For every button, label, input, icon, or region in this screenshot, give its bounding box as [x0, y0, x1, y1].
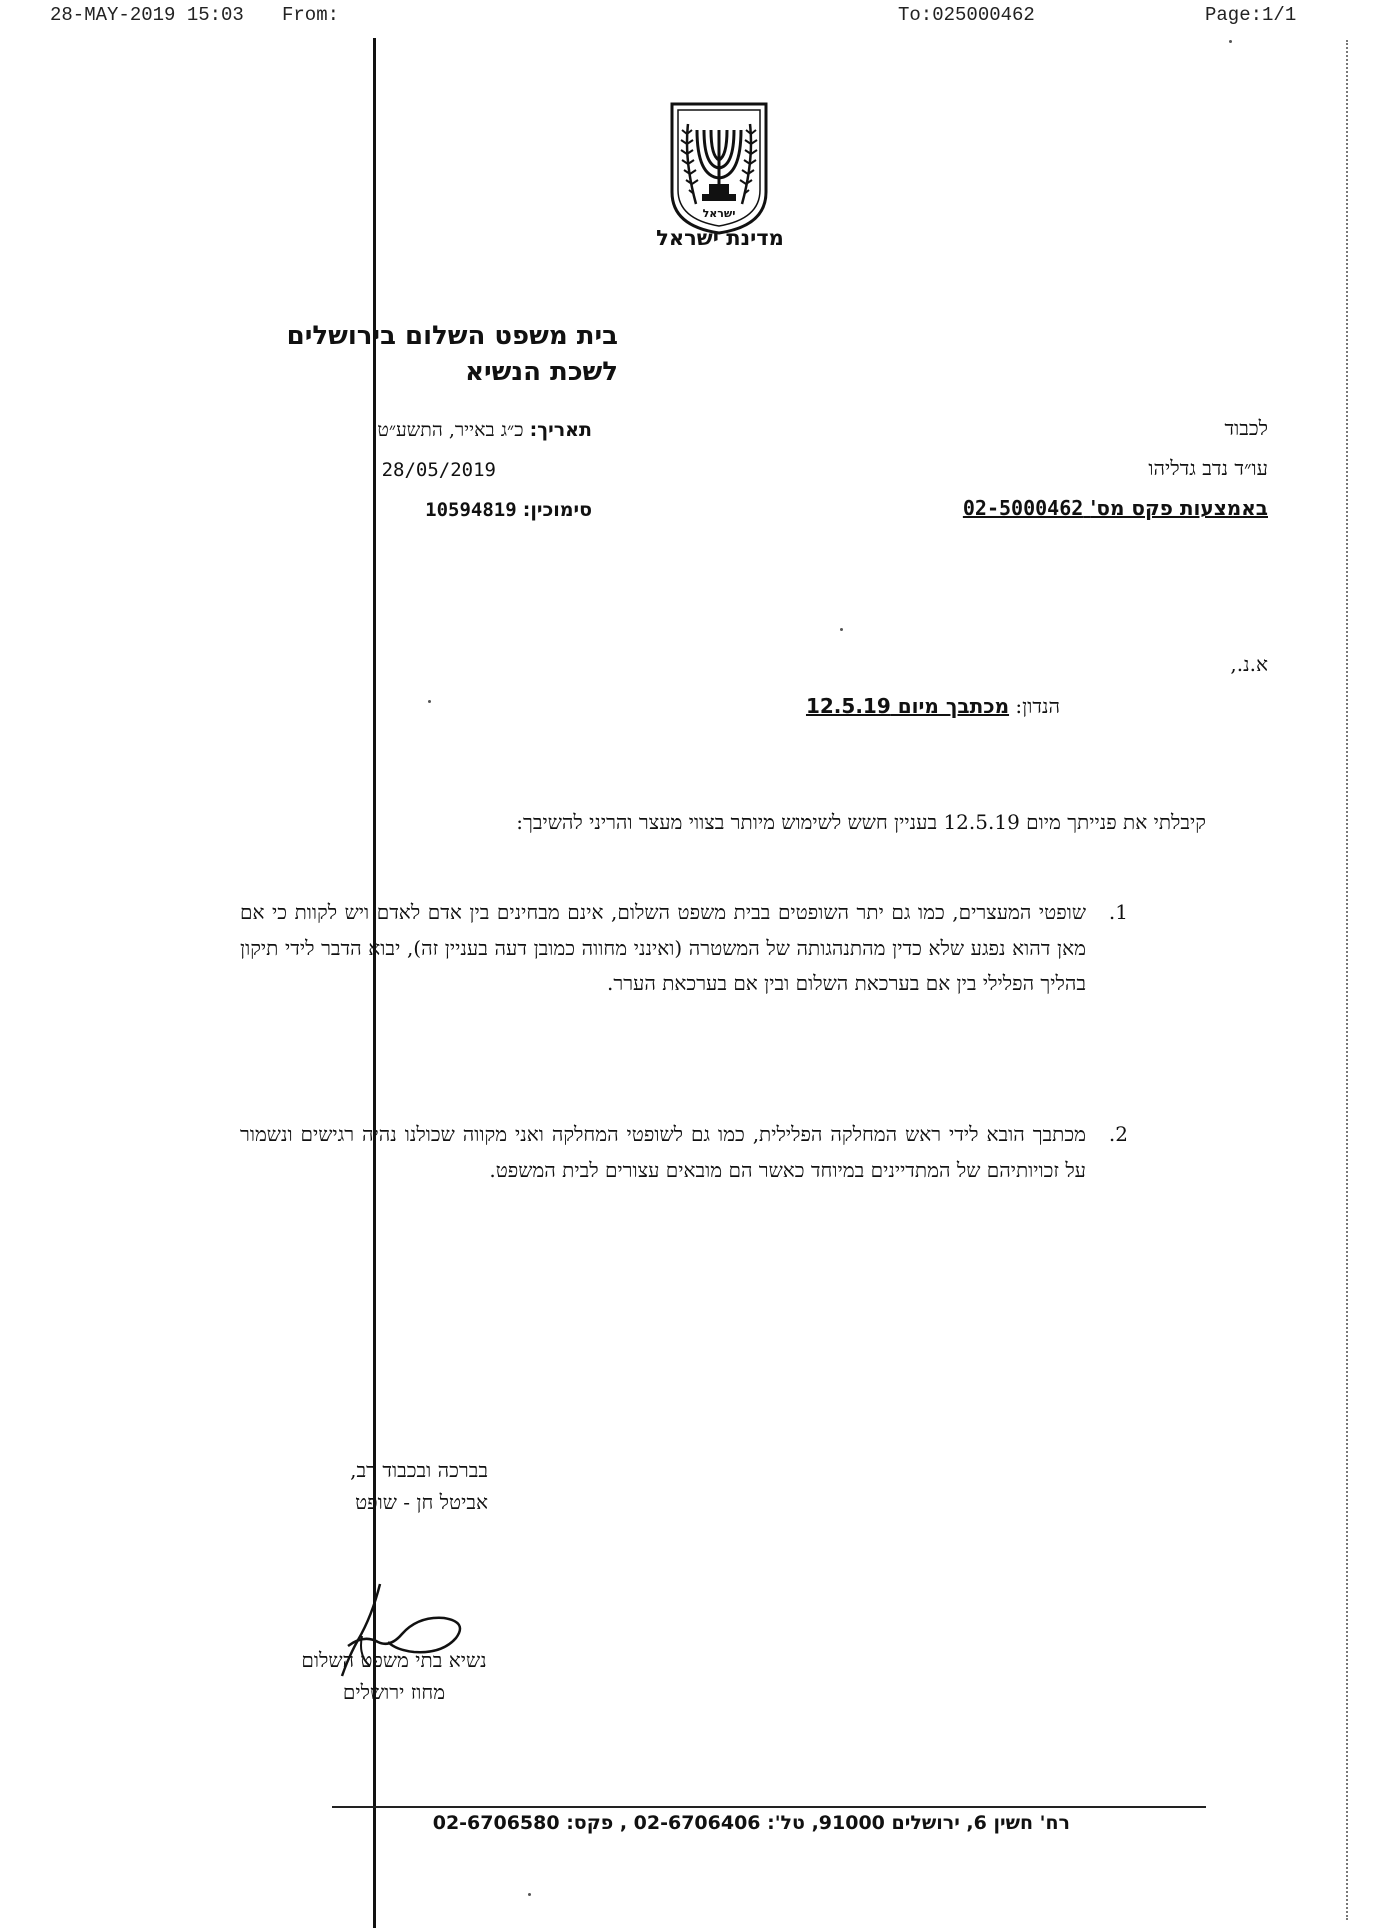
scan-speck — [1229, 40, 1232, 43]
greeting: א.נ., — [1230, 652, 1268, 676]
gregorian-date-row — [280, 450, 592, 490]
recipient-salutation: לכבוד — [1224, 416, 1268, 440]
letter-meta — [280, 410, 592, 530]
state-emblem-icon — [666, 100, 772, 236]
gregorian-date: 28/05/2019 — [381, 459, 496, 481]
fax-to: To:025000462 — [898, 4, 1035, 26]
scan-speck — [528, 1893, 531, 1896]
body-item — [240, 1117, 1128, 1188]
recipient-fax-line — [900, 488, 1268, 528]
reference-label: סימוכין: — [522, 499, 592, 521]
closing-block — [250, 1454, 488, 1518]
subject-label: הנדון: — [1015, 694, 1060, 718]
fax-transmission-header — [0, 4, 1400, 30]
body-intro: קיבלתי את פנייתך מיום 12.5.19 בעניין חשש לשימוש מיותר בצווי מעצר והריני להשיבך: — [516, 810, 1206, 834]
court-name: בית משפט השלום בירושלים — [286, 321, 618, 351]
court-letterhead — [230, 318, 618, 390]
signer-title-line-2: מחוז ירושלים — [342, 1680, 446, 1704]
date-label: תאריך: — [529, 419, 592, 441]
fax-datetime: 28-MAY-2019 15:03 — [50, 4, 244, 26]
emblem-caption: ישראל — [702, 207, 736, 220]
subject-value: מכתבך מיום 12.5.19 — [805, 694, 1010, 718]
hebrew-date: כ״ג באייר, התשע״ט — [377, 419, 524, 441]
item-text: שופטי המעצרים, כמו גם יתר השופטים בבית משפט השלום, אינם מבחינים בין אדם לאדם ויש לקוות כי אם מאן דהוא נפגע שלא כדין מהתנהגותה של המשטרה (ואינני מחווה כמובן דעה בעניין זה), יבוא הדבר לידי תיקון בהליך הפלילי בין אם בערכאת השלום ובין אם בערכאת הערר. — [240, 900, 1086, 995]
subject-line — [680, 694, 1060, 719]
right-edge-dotted-line — [1346, 40, 1348, 1920]
signer-title-line-1: נשיא בתי משפט השלום — [301, 1648, 487, 1672]
state-name: מדינת ישראל — [656, 226, 784, 250]
date-row — [280, 410, 592, 450]
item-number: 1. — [1108, 900, 1128, 924]
signer-title — [270, 1644, 518, 1708]
scan-speck — [840, 628, 843, 631]
fax-page-count: Page:1/1 — [1205, 4, 1297, 26]
fax-from: From: — [282, 4, 340, 26]
item-text: מכתבך הובא לידי ראש המחלקה הפלילית, כמו גם לשופטי המחלקה ואני מקווה שכולנו נהיה רגישים ונשמור על זכויותיהם של המתדיינים במיוחד כאשר הם מובאים עצורים לבית המשפט. — [240, 1122, 1086, 1182]
office-name: לשכת הנשיא — [465, 357, 618, 387]
body-item — [240, 895, 1128, 1002]
recipient-fax-number: 02-5000462 — [962, 496, 1084, 520]
recipient-fax-label: באמצעות פקס מס' — [1090, 496, 1268, 520]
reference-number: 10594819 — [425, 499, 517, 521]
closing-regards: בברכה ובכבוד רב, — [350, 1458, 488, 1482]
footer-address: רח' חשין 6, ירושלים 91000, טל': 02-6706406 , פקס: 02-6706580 — [432, 1812, 1070, 1834]
item-number: 2. — [1108, 1122, 1128, 1146]
recipient-name: עו״ד נדב גדליהו — [1148, 456, 1268, 480]
recipient-block — [900, 408, 1268, 528]
footer-divider — [332, 1806, 1206, 1808]
closing-signer: אביטל חן - שופט — [355, 1490, 488, 1514]
reference-row — [280, 490, 592, 530]
scan-speck — [428, 700, 431, 703]
